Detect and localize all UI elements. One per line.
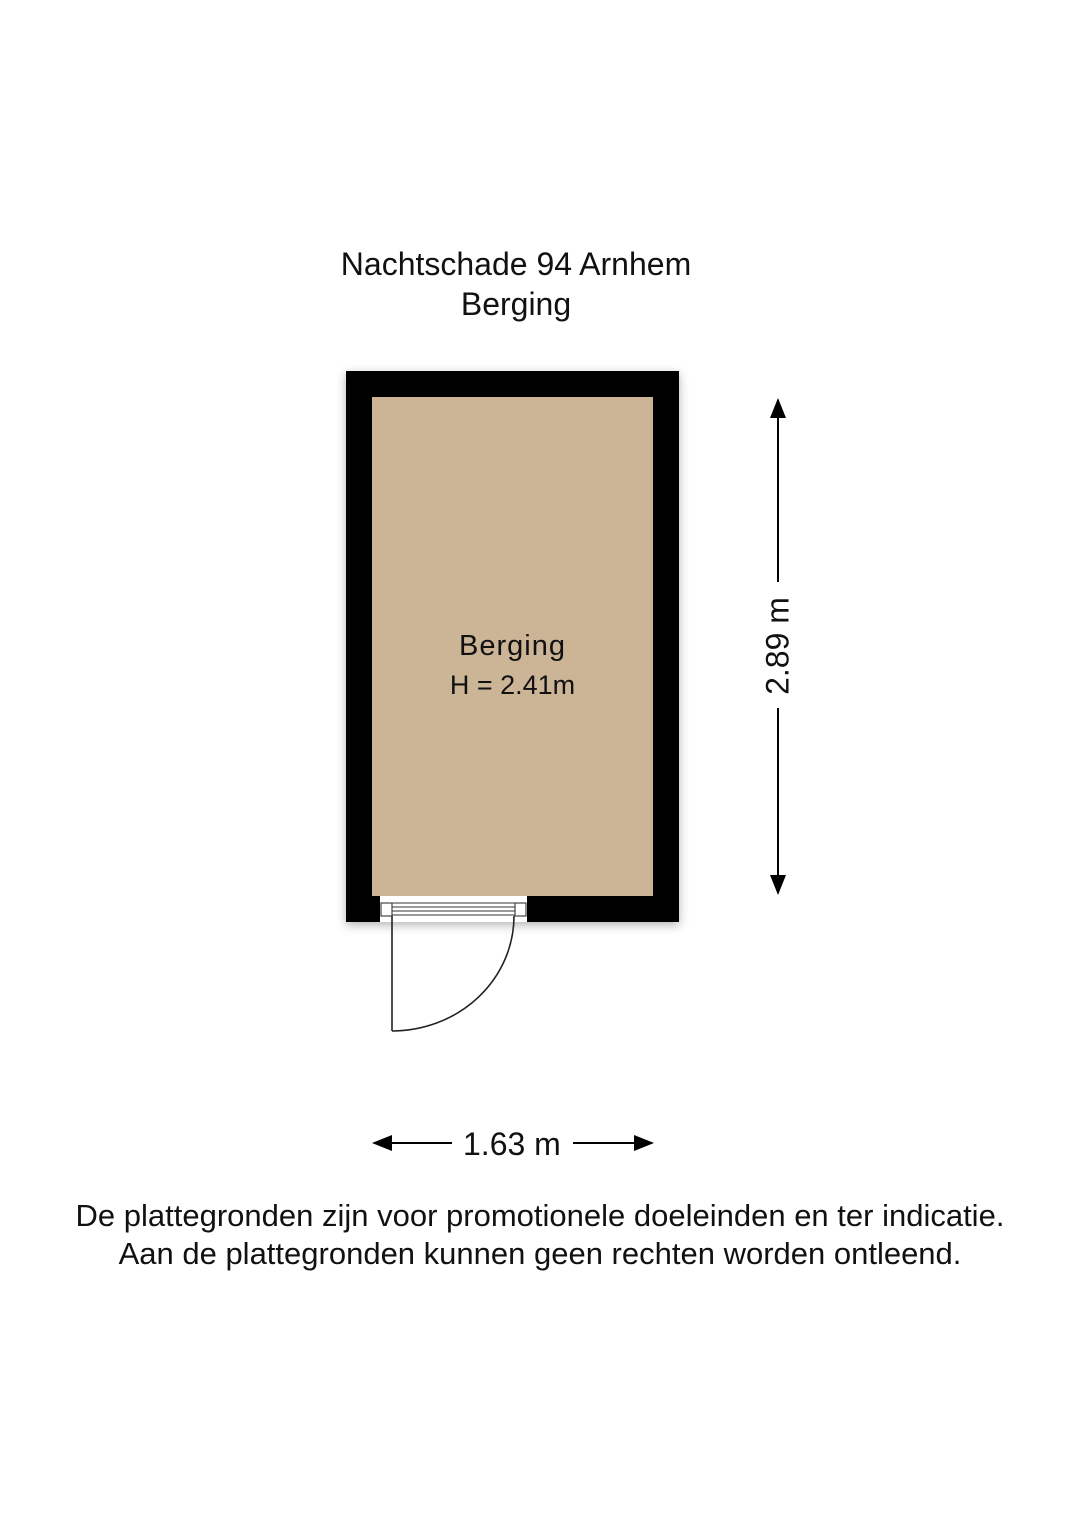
floor-title: Berging <box>460 286 572 322</box>
disclaimer-line-2: Aan de plattegronden kunnen geen rechten worden ontleend. <box>118 1236 962 1271</box>
disclaimer-line-1: De plattegronden zijn voor promotionele doeleinden en ter indicatie. <box>75 1198 1005 1233</box>
depth-dimension-label: 2.89 m <box>759 597 796 695</box>
address-title: Nachtschade 94 Arnhem <box>340 246 692 282</box>
room-label: Berging <box>459 630 566 662</box>
room-height-label: H = 2.41m <box>449 670 576 700</box>
door-swing <box>392 916 514 1031</box>
width-dimension-label: 1.63 m <box>463 1126 561 1162</box>
door-opening <box>380 896 527 922</box>
